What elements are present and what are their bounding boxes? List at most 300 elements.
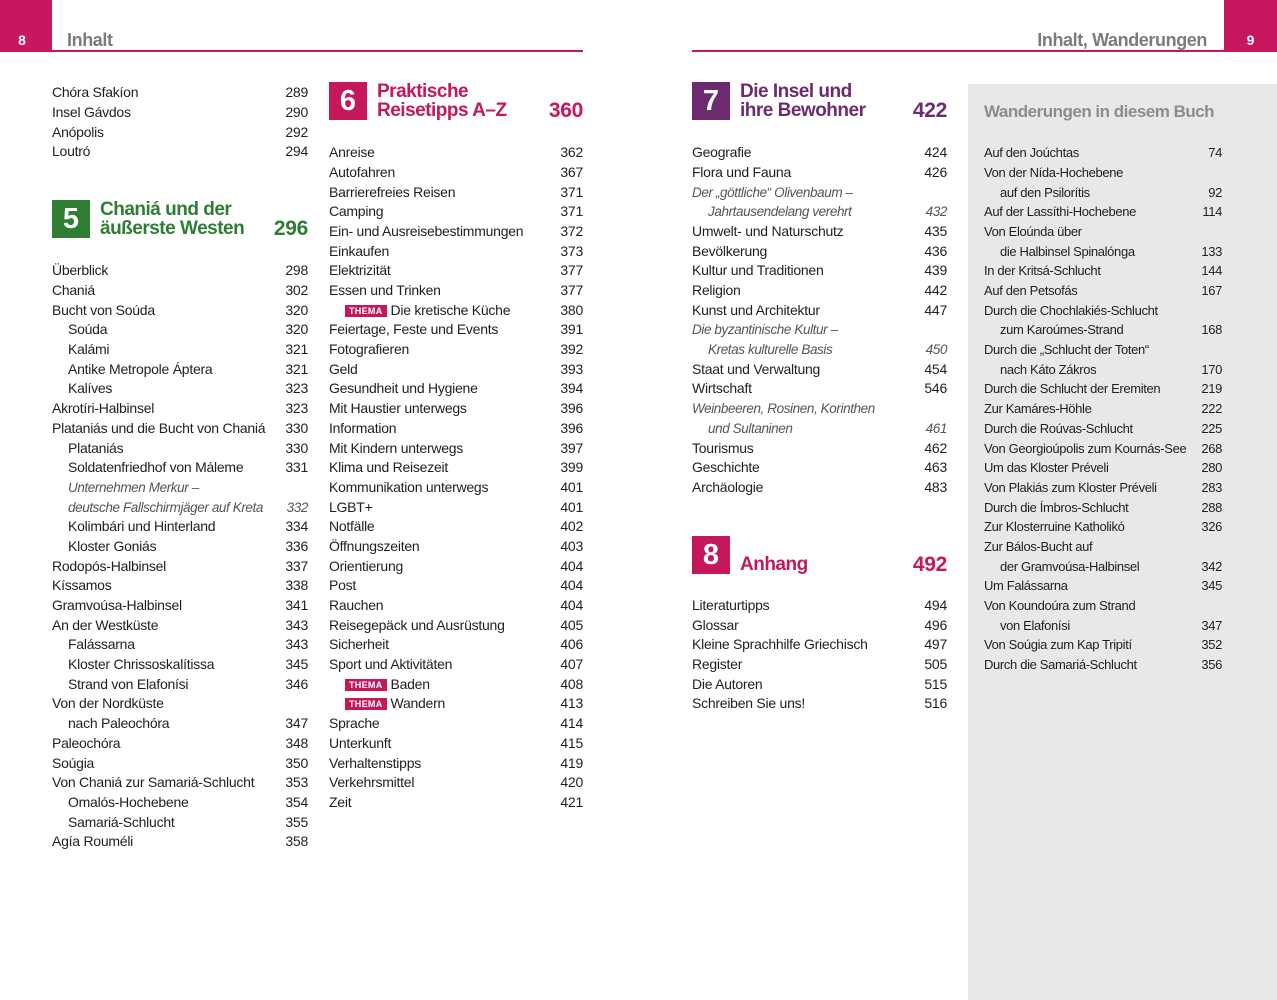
toc-entry	[692, 301, 947, 321]
entry-title: Rodopós-Halbinsel	[52, 557, 167, 574]
entry-page: 424	[924, 144, 947, 161]
toc-entry	[52, 557, 308, 577]
entry-page: 391	[560, 321, 583, 338]
chapter-6-title-line-1: Praktische	[377, 81, 469, 102]
entry-title: Post	[329, 577, 357, 594]
entry-title: Die kretische Küche	[390, 301, 511, 318]
entry-page: 343	[285, 636, 308, 653]
entry-page: 336	[285, 537, 308, 554]
chapter-5-heading	[52, 199, 308, 241]
entry-page: 546	[924, 380, 947, 397]
toc-entry	[692, 163, 947, 183]
entry-page: 367	[560, 163, 583, 180]
toc-entry	[329, 478, 583, 498]
entry-page: 515	[924, 675, 947, 692]
toc-list-continued	[52, 83, 308, 162]
entry-title: Tourismus	[692, 439, 754, 456]
entry-page: 392	[560, 341, 583, 358]
entry-page: 292	[285, 123, 308, 140]
entry-title: deutsche Fallschirmjäger auf Kreta	[68, 499, 263, 515]
toc-entry	[52, 261, 308, 281]
entry-title: Geld	[329, 360, 358, 377]
toc-entry	[329, 379, 583, 399]
entry-title: Notfälle	[329, 518, 375, 535]
entry-title: Religion	[692, 282, 741, 298]
entry-title: Ein- und Ausreisebestimmungen	[329, 222, 524, 239]
hike-entry	[984, 379, 1222, 399]
entry-title: Die Autoren	[692, 675, 763, 692]
entry-title: Anópolis	[52, 123, 104, 140]
left-page-tab	[0, 0, 52, 52]
entry-title: Kommunikation unterwegs	[329, 478, 489, 495]
chapter-7-title	[740, 82, 865, 120]
toc-entry	[52, 340, 308, 360]
entry-page: 396	[560, 419, 583, 436]
toc-entry	[52, 399, 308, 419]
entry-title: Kleine Sprachhilfe Griechisch	[692, 636, 868, 653]
toc-entry	[692, 222, 947, 242]
toc-entry	[329, 458, 583, 478]
chapter-7-title-line-2: ihre Bewohner	[740, 100, 866, 121]
hike-entry	[984, 655, 1222, 675]
toc-entry	[329, 163, 583, 183]
entry-page: 413	[560, 695, 583, 712]
hike-entry	[984, 458, 1222, 478]
entry-page: 144	[1201, 263, 1222, 279]
toc-entry	[52, 655, 308, 675]
chapter-5-title-line-1: Chaniá und der	[100, 199, 232, 221]
thema-entry	[329, 301, 583, 321]
entry-page: 362	[560, 144, 583, 161]
entry-title: Öffnungszeiten	[329, 537, 420, 554]
hike-entry	[984, 222, 1222, 242]
toc-entry	[692, 379, 947, 399]
thema-badge: THEMA	[345, 679, 387, 691]
toc-entry	[692, 458, 947, 478]
toc-entry	[329, 576, 583, 596]
entry-page: 447	[924, 301, 947, 318]
chapter-8-page: 492	[912, 552, 947, 576]
toc-entry	[52, 498, 308, 518]
entry-title: nach Káto Zákros	[1000, 361, 1097, 377]
hike-entry	[984, 163, 1222, 183]
entry-page: 330	[285, 419, 308, 436]
right-header-rule	[692, 50, 1224, 52]
hike-entry	[984, 301, 1222, 321]
entry-title: Von der Nordküste	[52, 695, 164, 712]
toc-entry	[52, 813, 308, 833]
entry-title: Schreiben Sie uns!	[692, 695, 806, 712]
toc-entry	[329, 360, 583, 380]
entry-title: Kretas kulturelle Basis	[708, 342, 833, 358]
toc-entry	[52, 734, 308, 754]
chapter-8-number-badge: 8	[692, 536, 730, 574]
hike-entry	[984, 439, 1222, 459]
hike-entry	[984, 340, 1222, 360]
toc-entry	[692, 360, 947, 380]
toc-entry	[52, 478, 308, 498]
entry-page: 435	[924, 222, 947, 239]
entry-page: 342	[1201, 558, 1222, 574]
entry-title: Wirtschaft	[692, 380, 752, 397]
entry-page: 393	[560, 360, 583, 377]
entry-title: Kíssamos	[52, 577, 112, 594]
entry-page: 225	[1201, 420, 1222, 436]
chapter-7-heading	[692, 82, 947, 120]
entry-title: Kultur und Traditionen	[692, 262, 824, 279]
entry-title: Sprache	[329, 715, 380, 732]
entry-title: Anreise	[329, 144, 375, 161]
entry-page: 298	[285, 262, 308, 279]
entry-title: auf den Psilorítis	[1000, 184, 1090, 200]
entry-title: Gesundheit und Hygiene	[329, 380, 478, 397]
entry-page: 426	[924, 163, 947, 180]
toc-entry	[692, 202, 947, 222]
entry-title: Soldatenfriedhof von Máleme	[68, 459, 244, 476]
hike-entry	[984, 320, 1222, 340]
chapter-8-list	[692, 596, 947, 714]
hikes-list	[984, 143, 1222, 675]
hikes-title: Wanderungen in diesem Buch	[984, 102, 1215, 121]
entry-title: Verkehrsmittel	[329, 774, 415, 791]
entry-title: Samariá-Schlucht	[68, 813, 175, 830]
entry-page: 345	[285, 656, 308, 673]
chapter-8-title-line-1: Anhang	[740, 553, 808, 575]
entry-title: Plataniás	[68, 439, 124, 456]
entry-title: Durch die Roúvas-Schlucht	[984, 420, 1133, 436]
entry-title: Archäologie	[692, 478, 764, 495]
toc-entry	[692, 320, 947, 340]
entry-title: Kunst und Architektur	[692, 301, 820, 318]
hike-entry	[984, 517, 1222, 537]
entry-page: 320	[285, 301, 308, 318]
hike-entry	[984, 616, 1222, 636]
toc-entry	[52, 360, 308, 380]
entry-page: 407	[560, 656, 583, 673]
entry-title: von Elafonísi	[1000, 617, 1070, 633]
toc-entry	[692, 261, 947, 281]
toc-entry	[52, 675, 308, 695]
entry-title: Um Falássarna	[984, 578, 1068, 594]
entry-page: 74	[1208, 145, 1222, 161]
hike-entry	[984, 281, 1222, 301]
toc-entry	[52, 103, 308, 123]
entry-page: 354	[285, 793, 308, 810]
entry-title: der Gramvoúsa-Halbinsel	[1000, 558, 1140, 574]
toc-entry	[52, 793, 308, 813]
entry-title: Baden	[390, 675, 430, 692]
toc-entry	[329, 183, 583, 203]
entry-page: 338	[285, 577, 308, 594]
entry-title: Bucht von Soúda	[52, 301, 155, 318]
toc-entry	[329, 635, 583, 655]
toc-entry	[52, 281, 308, 301]
toc-entry	[329, 773, 583, 793]
entry-title: In der Kritsá-Schlucht	[984, 263, 1101, 279]
entry-page: 355	[285, 813, 308, 830]
chapter-5-number-badge: 5	[52, 200, 90, 238]
chapter-6-heading	[329, 82, 583, 120]
entry-title: Barrierefreies Reisen	[329, 183, 456, 200]
entry-page: 358	[285, 833, 308, 850]
toc-entry	[52, 635, 308, 655]
entry-title: Von der Nída-Hochebene	[984, 164, 1124, 180]
entry-title: Von Georgioúpolis zum Kournás-See	[984, 440, 1187, 456]
entry-page: 326	[1201, 519, 1222, 535]
entry-page: 168	[1201, 322, 1222, 338]
entry-page: 404	[560, 557, 583, 574]
hike-entry	[984, 635, 1222, 655]
toc-entry	[692, 183, 947, 203]
toc-entry	[52, 754, 308, 774]
toc-entry	[692, 143, 947, 163]
entry-page: 323	[285, 400, 308, 417]
toc-entry	[329, 143, 583, 163]
entry-page: 414	[560, 715, 583, 732]
entry-title: Durch die Ímbros-Schlucht	[984, 499, 1129, 515]
hike-entry	[984, 419, 1222, 439]
entry-page: 419	[560, 754, 583, 771]
entry-title: Soúgia	[52, 754, 95, 771]
toc-column-2	[329, 82, 583, 813]
toc-entry	[52, 517, 308, 537]
entry-title: Zur Klosterruine Katholikó	[984, 519, 1125, 535]
entry-page: 399	[560, 459, 583, 476]
entry-page: 450	[925, 342, 947, 358]
toc-entry	[52, 714, 308, 734]
toc-entry	[52, 616, 308, 636]
entry-title: Die byzantinische Kultur –	[692, 322, 838, 338]
entry-title: Durch die Samariá-Schlucht	[984, 657, 1137, 673]
entry-title: Um das Kloster Préveli	[984, 460, 1109, 476]
entry-page: 294	[285, 143, 308, 160]
entry-page: 321	[285, 341, 308, 358]
entry-title: Unternehmen Merkur –	[68, 479, 199, 495]
entry-page: 92	[1208, 184, 1222, 200]
entry-page: 401	[560, 498, 583, 515]
entry-title: Kloster Chrissoskalítissa	[68, 656, 215, 673]
hikes-column	[984, 100, 1222, 675]
entry-page: 404	[560, 577, 583, 594]
entry-page: 505	[924, 656, 947, 672]
entry-title: An der Westküste	[52, 616, 159, 633]
entry-title: Loutró	[52, 143, 91, 160]
toc-entry	[329, 419, 583, 439]
toc-entry	[52, 123, 308, 143]
hike-entry	[984, 498, 1222, 518]
entry-title: Orientierung	[329, 557, 404, 574]
toc-entry	[52, 439, 308, 459]
entry-title: Unterkunft	[329, 734, 392, 751]
toc-entry	[329, 714, 583, 734]
entry-page: 288	[1201, 499, 1222, 515]
entry-page: 350	[285, 754, 308, 771]
toc-entry	[692, 399, 947, 419]
entry-page: 461	[925, 420, 947, 436]
left-page-number: 8	[18, 32, 26, 48]
chapter-5-list	[52, 261, 308, 852]
entry-page: 331	[285, 459, 308, 476]
entry-title: Geografie	[692, 144, 752, 161]
chapter-7-title-line-1: Die Insel und	[740, 81, 852, 102]
entry-title: Verhaltenstipps	[329, 754, 421, 771]
entry-title: Essen und Trinken	[329, 282, 441, 298]
toc-entry	[329, 202, 583, 222]
entry-page: 268	[1201, 440, 1222, 456]
entry-page: 436	[924, 242, 947, 259]
entry-page: 394	[560, 380, 583, 397]
entry-page: 516	[924, 695, 947, 712]
chapter-6-title-line-2: Reisetipps A–Z	[377, 100, 507, 121]
toc-entry	[52, 142, 308, 162]
entry-page: 222	[1201, 401, 1222, 417]
entry-page: 439	[924, 262, 947, 279]
entry-page: 330	[285, 439, 308, 456]
right-page-number: 9	[1246, 32, 1255, 48]
entry-title: Kolimbári und Hinterland	[68, 518, 216, 535]
entry-page: 402	[560, 518, 583, 535]
entry-page: 397	[560, 439, 583, 456]
toc-entry	[52, 576, 308, 596]
entry-page: 280	[1201, 460, 1222, 476]
toc-entry	[692, 675, 947, 695]
toc-entry	[692, 419, 947, 439]
toc-entry	[329, 222, 583, 242]
entry-title: Chaniá	[52, 282, 95, 298]
entry-title: Plataniás und die Bucht von Chaniá	[52, 419, 266, 436]
entry-page: 347	[1201, 617, 1222, 633]
entry-title: Kalámi	[68, 341, 110, 358]
entry-title: Auf den Petsofás	[984, 283, 1078, 298]
entry-title: Soúda	[68, 321, 108, 338]
entry-title: Rauchen	[329, 597, 384, 613]
chapter-7-list	[692, 143, 947, 497]
entry-title: Auf der Lassíthi-Hochebene	[984, 204, 1137, 220]
entry-page: 346	[285, 675, 308, 692]
entry-title: Von Chaniá zur Samariá-Schlucht	[52, 774, 255, 791]
entry-page: 170	[1201, 361, 1222, 377]
chapter-7-number-badge: 7	[692, 82, 730, 120]
toc-entry	[329, 754, 583, 774]
entry-page: 114	[1202, 204, 1222, 220]
entry-title: Antike Metropole Áptera	[68, 360, 213, 377]
entry-title: Gramvoúsa-Halbinsel	[52, 597, 182, 613]
entry-page: 283	[1201, 479, 1222, 495]
hike-entry	[984, 537, 1222, 557]
entry-title: Paleochóra	[52, 734, 121, 751]
chapter-5-title	[100, 200, 244, 238]
entry-page: 341	[285, 597, 308, 613]
entry-title: Fotografieren	[329, 341, 410, 358]
toc-entry	[329, 281, 583, 301]
toc-entry	[692, 281, 947, 301]
toc-entry	[329, 399, 583, 419]
entry-page: 380	[560, 301, 583, 318]
entry-title: Autofahren	[329, 163, 395, 180]
toc-entry	[329, 439, 583, 459]
toc-entry	[52, 537, 308, 557]
toc-entry	[52, 379, 308, 399]
entry-title: Literaturtipps	[692, 596, 770, 613]
toc-entry	[329, 655, 583, 675]
entry-page: 496	[924, 616, 947, 633]
entry-title: Strand von Elafonísi	[68, 675, 189, 692]
chapter-8-title	[740, 536, 808, 574]
entry-title: Durch die Chochlakiés-Schlucht	[984, 302, 1158, 318]
entry-title: Von Koundoúra zum Strand	[984, 598, 1136, 613]
entry-title: Mit Haustier unterwegs	[329, 400, 467, 417]
entry-page: 332	[286, 499, 308, 515]
toc-entry	[329, 517, 583, 537]
hike-entry	[984, 399, 1222, 419]
chapter-8-heading	[692, 536, 947, 574]
entry-title: Kloster Goniás	[68, 537, 157, 554]
entry-page: 167	[1201, 283, 1222, 298]
chapter-6-number-badge: 6	[329, 82, 367, 120]
chapter-7-page: 422	[912, 99, 947, 122]
entry-title: Wandern	[390, 695, 446, 712]
entry-page: 396	[560, 400, 583, 417]
entry-page: 289	[285, 84, 308, 101]
entry-page: 406	[560, 636, 583, 653]
entry-title: Flora und Fauna	[692, 163, 791, 180]
entry-title: Bevölkerung	[692, 242, 768, 259]
entry-title: Camping	[329, 203, 384, 220]
entry-title: Register	[692, 656, 743, 672]
toc-entry	[692, 635, 947, 655]
toc-entry	[52, 694, 308, 714]
toc-entry	[692, 655, 947, 675]
hike-entry	[984, 478, 1222, 498]
entry-page: 401	[560, 478, 583, 495]
hike-entry	[984, 202, 1222, 222]
entry-page: 463	[924, 459, 947, 476]
entry-title: Falássarna	[68, 636, 135, 653]
entry-page: 432	[925, 204, 947, 220]
entry-title: und Sultaninen	[708, 420, 793, 436]
toc-entry	[52, 301, 308, 321]
hike-entry	[984, 143, 1222, 163]
entry-page: 321	[285, 360, 308, 377]
entry-title: Staat und Verwaltung	[692, 360, 821, 377]
hike-entry	[984, 242, 1222, 262]
entry-page: 494	[924, 596, 947, 613]
entry-page: 323	[285, 380, 308, 397]
entry-page: 302	[285, 282, 308, 298]
toc-entry	[329, 320, 583, 340]
entry-page: 290	[285, 103, 308, 120]
entry-title: nach Paleochóra	[68, 715, 170, 732]
entry-title: Glossar	[692, 616, 739, 633]
entry-page: 343	[285, 616, 308, 633]
chapter-5-page: 296	[273, 217, 308, 241]
entry-page: 403	[560, 537, 583, 554]
entry-title: Zur Kamáres-Höhle	[984, 401, 1092, 417]
toc-entry	[692, 439, 947, 459]
chapter-6-title	[377, 82, 507, 120]
toc-entry	[329, 498, 583, 518]
thema-badge: THEMA	[345, 698, 387, 710]
entry-page: 420	[560, 774, 583, 791]
toc-entry	[329, 596, 583, 616]
left-header-rule	[52, 50, 583, 52]
toc-entry	[329, 734, 583, 754]
entry-page: 405	[560, 616, 583, 633]
hike-entry	[984, 557, 1222, 577]
entry-title: Elektrizität	[329, 262, 391, 279]
toc-entry	[692, 596, 947, 616]
toc-entry	[329, 537, 583, 557]
